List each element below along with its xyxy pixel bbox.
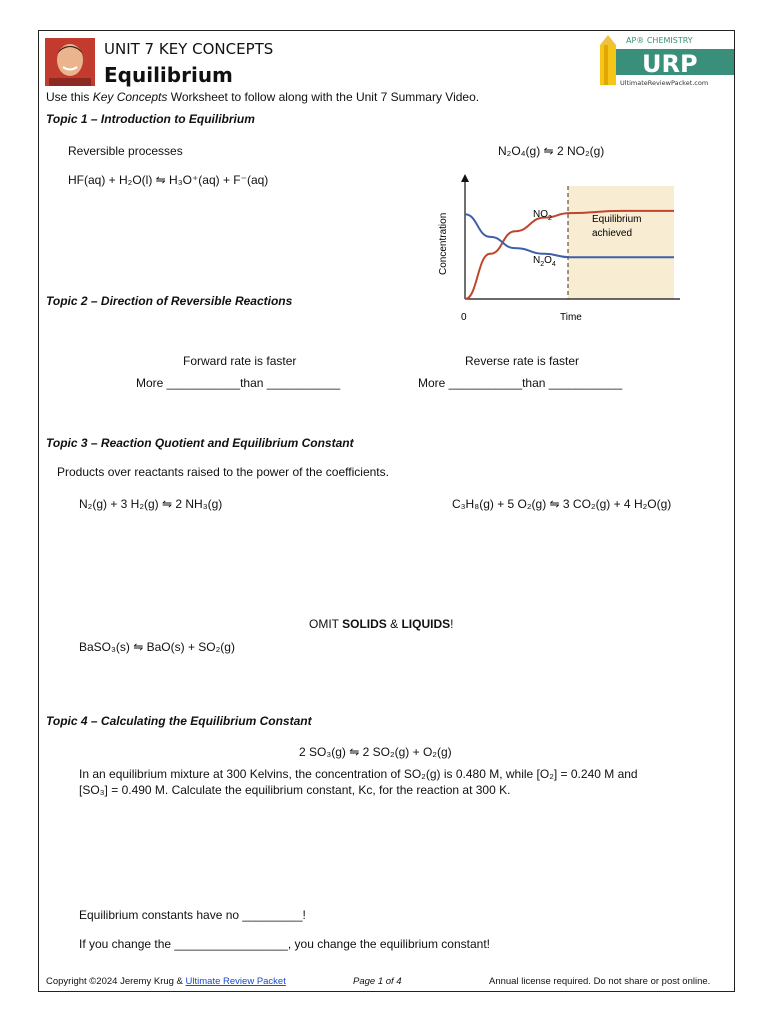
so3-reaction: 2 SO₃(g) ⇋ 2 SO₂(g) + O₂(g) (299, 745, 452, 759)
topic3-desc: Products over reactants raised to the power of the coefficients. (57, 465, 389, 479)
hf-reaction: HF(aq) + H₂O(l) ⇋ H₃O⁺(aq) + F⁻(aq) (68, 173, 269, 187)
footer-copyright: Copyright ©2024 Jeremy Krug & Ultimate Review Packet (46, 976, 286, 987)
logo-letters: URP (642, 50, 698, 78)
x-tick-zero: 0 (461, 312, 467, 323)
footer-license: Annual license required. Do not share or post online. (489, 976, 711, 987)
note-temperature: If you change the _________________, you change the equilibrium constant! (79, 937, 490, 951)
note-units: Equilibrium constants have no _________! (79, 908, 306, 922)
problem-line1: In an equilibrium mixture at 300 Kelvins, the concentration of SO₂(g) is 0.480 M, while [O₂] = 0.240 M and (79, 767, 638, 781)
problem-line2: [SO₃] = 0.490 M. Calculate the equilibrium constant, Kc, for the reaction at 300 K. (79, 783, 511, 797)
author-avatar (45, 38, 95, 86)
logo-site-text: UltimateReviewPacket.com (620, 79, 709, 87)
x-axis-label: Time (560, 312, 582, 323)
annotation-line1: Equilibrium (592, 214, 642, 225)
y-axis-label: Concentration (438, 212, 449, 275)
y-axis-arrow (461, 174, 469, 182)
footer-page: Page 1 of 4 (353, 976, 402, 987)
baso3-reaction: BaSO₃(s) ⇋ BaO(s) + SO₂(g) (79, 640, 235, 654)
urp-logo (590, 35, 735, 90)
c3h8-reaction: C₃H₈(g) + 5 O₂(g) ⇋ 3 CO₂(g) + 4 H₂O(g) (452, 497, 672, 511)
omit-note: OMIT SOLIDS & LIQUIDS! (309, 617, 454, 631)
reverse-blank: More ___________than ___________ (418, 376, 623, 390)
equilibrium-region (568, 186, 674, 299)
equilibrium-chart (430, 170, 700, 330)
forward-label: Forward rate is faster (183, 354, 297, 368)
topic1-heading: Topic 1 – Introduction to Equilibrium (46, 112, 255, 126)
no2-label: $NO_2$ (533, 209, 552, 222)
topic4-heading: Topic 4 – Calculating the Equilibrium Constant (46, 714, 312, 728)
n2o4-reaction: N₂O₄(g) ⇋ 2 NO₂(g) (498, 144, 605, 158)
unit-heading: UNIT 7 KEY CONCEPTS (104, 40, 274, 58)
topic3-heading: Topic 3 – Reaction Quotient and Equilibrium Constant (46, 436, 354, 450)
topic2-heading: Topic 2 – Direction of Reversible Reactions (46, 294, 293, 308)
reversible-label: Reversible processes (68, 144, 183, 158)
intro-text: Use this Key Concepts Worksheet to follow along with the Unit 7 Summary Video. (46, 90, 480, 104)
n2o4-label: $N_2O_4$ (533, 255, 556, 268)
forward-blank: More ___________than ___________ (136, 376, 341, 390)
logo-top-text: AP® CHEMISTRY (626, 36, 693, 45)
reverse-label: Reverse rate is faster (465, 354, 580, 368)
annotation-line2: achieved (592, 228, 633, 239)
nh3-reaction: N₂(g) + 3 H₂(g) ⇋ 2 NH₃(g) (79, 497, 223, 511)
page-title: Equilibrium (104, 63, 233, 87)
footer-link[interactable]: Ultimate Review Packet (185, 976, 286, 987)
